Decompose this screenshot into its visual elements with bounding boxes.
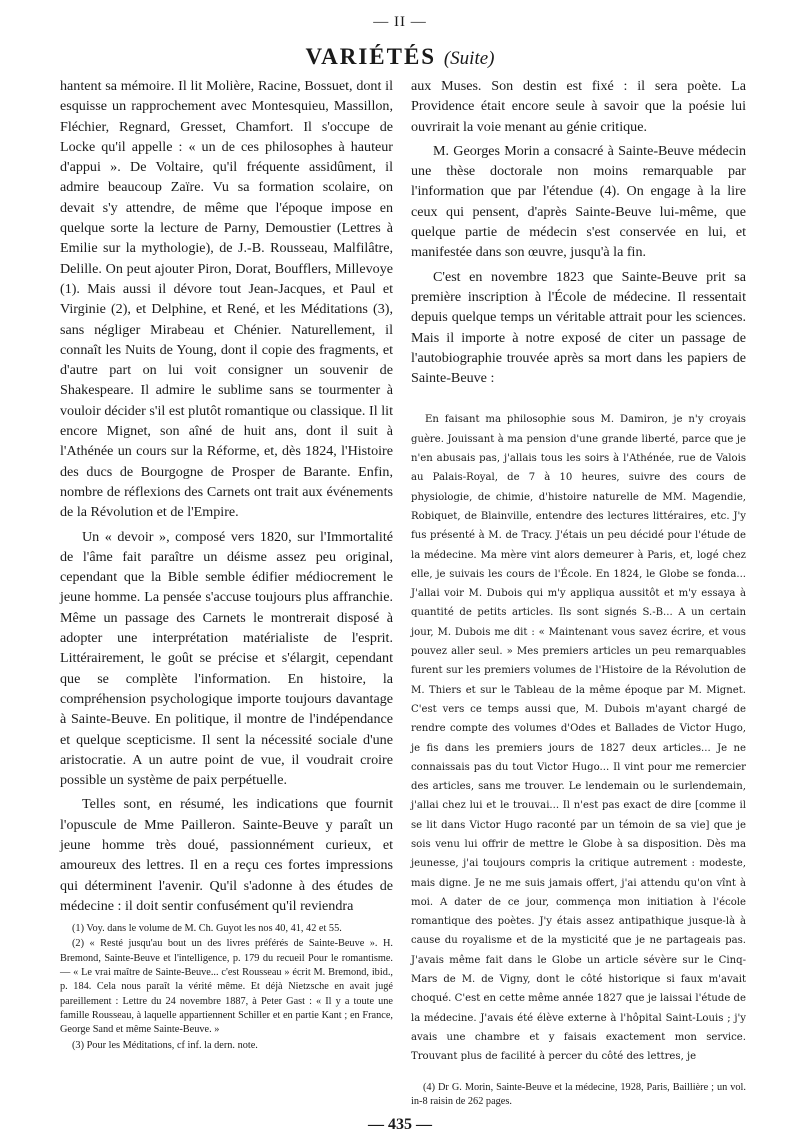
page-number: — 435 — (368, 1116, 432, 1133)
running-head: — II — (373, 14, 427, 30)
left-column (60, 76, 393, 1054)
section-title (0, 44, 800, 70)
footnote: (1) Voy. dans le volume de M. Ch. Guyot les nos 40, 41, 42 et 55. (72, 923, 342, 935)
footnote: (2) « Resté jusqu'au bout un des livres préférés de Sainte-Beuve ». H. Bremond, Sainte-Beuve et l'intelligence, p. 179 du recueil Pour le romantisme. — « Le vrai maître de Sainte-Beuve... c'est Rousseau » écrit M. Bremond, ibid., p. 184. Cela nous paraît la vérité même. Et déjà Nietzsche en avait jugé pareillement : Lettre du 24 novembre 1887, à Peter Gast : « Il y a toute une famille Rousseau, à laquelle appartiennent Schiller et en partie Kant ; en France, George Sand et même Sainte-Beuve. » (60, 938, 393, 1036)
section-title-suffix: (Suite) (443, 48, 495, 69)
paragraph: M. Georges Morin a consacré à Sainte-Beuve médecin une thèse doctorale non moins remarquable par l'information que par l'étendue (4). On engage à la lire ceux qui pensent, d'après Sainte-Beuve lui-même, que quelque partie de médecin s'est conservée en lui, et manifestée dans son œuvre, jusqu'à la fin. (411, 142, 746, 261)
paragraph: hantent sa mémoire. Il lit Molière, Racine, Bossuet, dont il esquisse un rapprochement avec Montesquieu, Massillon, Fléchier, Regnard, Gresset, Chamfort. Il s'occupe de Locke qu'il appelle : « un de ces philosophes à hauteur d'appui ». De Voltaire, qu'il fréquente assidûment, il admire beaucoup Zaïre. Vu sa formation scolaire, on devait s'y attendre, de même que l'époque impose en quelque sorte la lecture de Parny, Demoustier (Lettres à Emilie sur la mythologie), de J.-B. Rousseau, Malfilâtre, Delille. On peut ajouter Piron, Dorat, Boufflers, Millevoye (1). Mais aussi il dévore tout Jean-Jacques, et Paul et Virginie (2), et Delphine, et René, et les Méditations (3), sans négliger Mirabeau et Chénier. Naturellement, il connaît les Nuits de Young, dont il copie des fragments, et d'autre part on lui voit consigner un souvenir de Shakespeare. Il admire le sublime sans se tourmenter à vouloir décider s'il est plutôt romantique ou classique. Il lit encore Mignet, son aîné de huit ans, dont il suit à l'Athénée un cours sur la Réforme, et, dès 1824, l'Histoire des ducs de Bourgogne de Prosper de Barante. Enfin, nombre de réflexions des Carnets ont trait aux événements de la Révolution et de l'Empire. (60, 78, 393, 521)
paragraph: Telles sont, en résumé, les indications que fournit l'opuscule de Mme Pailleron. Sainte-Beuve y paraît un jeune homme très doué, passionnément curieux, et amoureux des lettres. Il en a reçu ces fortes impressions qui déterminent l'avenir. Qu'il s'adonne à des études de médecine : il doit sentir confusément qu'il reviendra (60, 796, 393, 914)
paragraph: Un « devoir », composé vers 1820, sur l'Immortalité de l'âme fait paraître un déisme assez peu original, cependant que la Bible semble édifier médiocrement le jeune homme. La pensée s'accuse toujours plus affranchie. Même un passage des Carnets le montrerait disposé à adopter une interprétation matérialiste de l'esprit. Littérairement, le goût se précise et s'élargit, cependant que se complète l'information. En histoire, la compréhension psychologique importe toujours davantage à Sainte-Beuve. En politique, il montre de l'indépendance et quelque scepticisme. Il sent la nécessité sociale d'une aristocratie. A un autre point de vue, il voudrait croire possible un système de paix perpétuelle. (60, 528, 393, 789)
autobiography-quote: En faisant ma philosophie sous M. Damiron, je n'y croyais guère. Jouissant à ma pension d'une grande liberté, parce que je n'en abusais pas, j'allais tous les soirs à l'Athénée, rue de Valois au Palais-Royal, de 7 à 10 heures, suivre des cours de physiologie, de chimie, d'histoire naturelle de MM. Magendie, Robiquet, de Blainville, entendre des lectures littéraires, etc. J'y fus présenté à M. de Tracy. J'étais un peu décidé pour l'étude de la médecine. Ma mère vint alors demeurer à Paris, et, logé chez elle, je suivais les cours de l'École. En 1824, le Globe se fonda... J'allai voir M. Dubois qui m'y appliqua aussitôt et m'y essaya à quantité de petits articles. Ils sont signés S.-B... A un certain jour, M. Dubois me dit : « Maintenant vous savez écrire, et vous pouvez aller seul. » Mes premiers articles un peu remarquables furent sur les premiers volumes de l'Histoire de la Révolution de M. Thiers et sur le Tableau de la même époque par M. Mignet. C'est vers ce temps aussi que, M. Dubois m'ayant chargé de rendre compte des volumes d'Odes et Ballades de Victor Hugo, je fis dans les premiers jours de 1827 deux articles... Je ne connaissais pas du tout Victor Hugo... Il vint pour me remercier des articles, sans me trouver. Le lendemain ou le surlendemain, j'allai chez lui et le trouvai... Il n'est pas exact de dire [comme il se lit dans Victor Hugo raconté par un témoin de sa vie] que je sois venu lui offrir de mettre le Globe à sa disposition. Dès ma jeunesse, j'ai toujours compris la critique autrement : modeste, mais digne. Je ne me suis jamais offert, j'ai attendu qu'on vînt à moi. A dater de ce jour, commença mon initiation à l'école romantique des poètes. J'y étais assez antipathique jusque-là à cause du royalisme et de la mysticité que je ne partageais pas. J'avais même fait dans le Globe un article sévère sur le Cinq-Mars de M. de Vigny, dont le côté historique si faux m'avait choqué. C'est en cette même année 1827 que je laissai l'étude de la médecine. J'avais été élève externe à l'hôpital Saint-Louis ; j'y avais une chambre et y faisais exactement mon service. Trouvant plus de facilité à percer du côté des lettres, je (411, 414, 746, 1063)
paragraph: aux Muses. Son destin est fixé : il sera poète. La Providence était encore seule à savoir que la poésie lui ouvrirait la voie menant au génie critique. (411, 78, 746, 135)
paragraph: C'est en novembre 1823 que Sainte-Beuve prit sa première inscription à l'École de médecine. Il ressentait depuis quelque temps un véritable attrait pour les sciences. Mais il importe à notre exposé de citer un passage de l'autobiographie trouvée après sa mort dans les papiers de Sainte-Beuve : (411, 268, 746, 387)
right-column (411, 76, 746, 1110)
footnote: (3) Pour les Méditations, cf inf. la dern. note. (72, 1039, 258, 1051)
footnotes (60, 922, 393, 1053)
section-title-text: VARIÉTÉS (305, 44, 437, 69)
footnote: (4) Dr G. Morin, Sainte-Beuve et la médecine, 1928, Paris, Baillière ; un vol. in-8 raisin de 262 pages. (411, 1081, 746, 1107)
